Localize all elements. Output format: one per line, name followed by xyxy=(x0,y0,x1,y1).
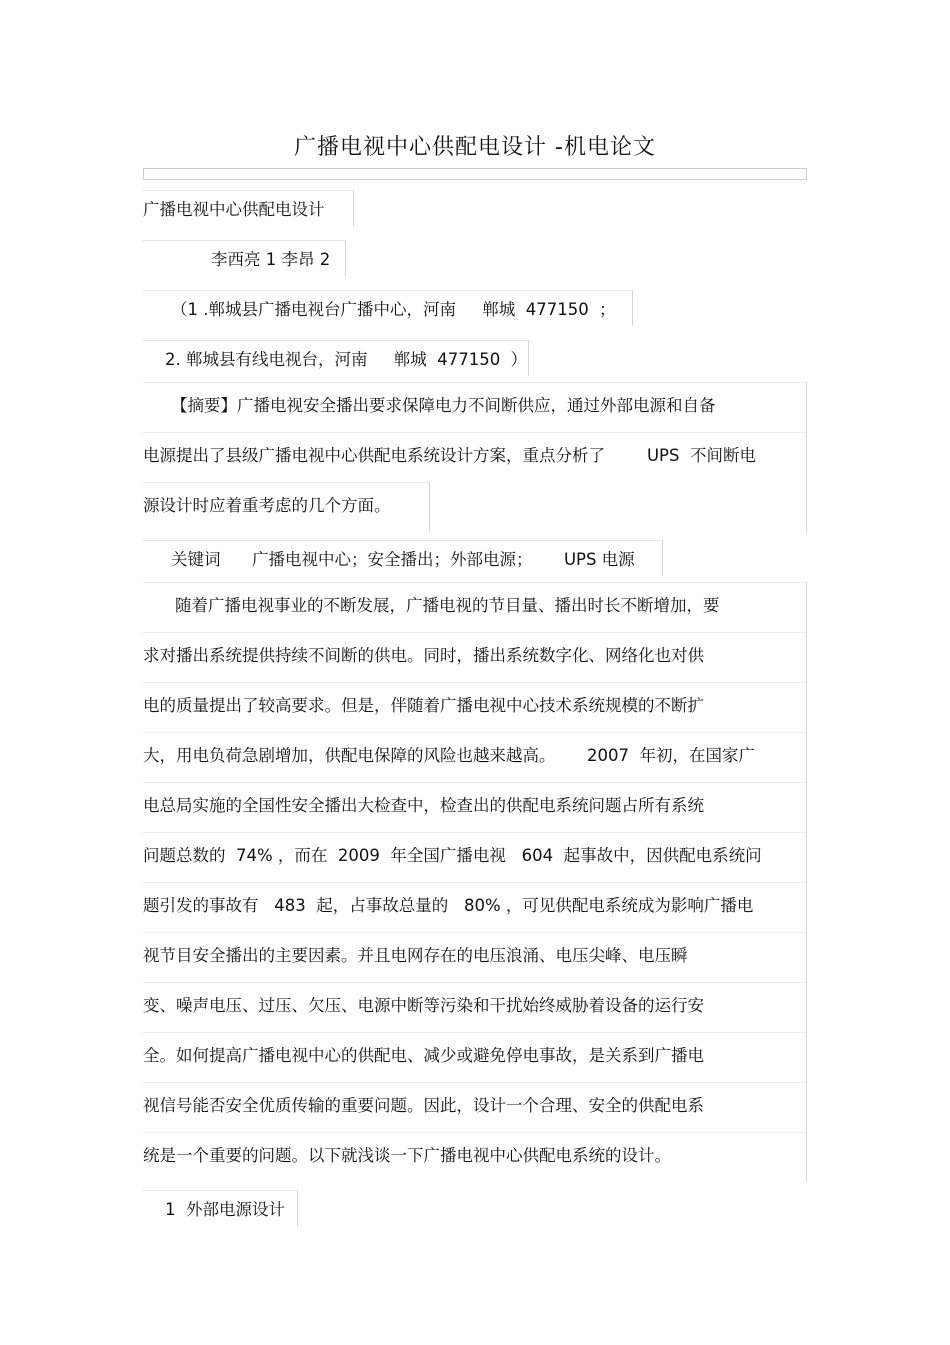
body-line: 视信号能否安全优质传输的重要问题。因此，设计一个合理、安全的供配电系 xyxy=(143,1082,806,1132)
paper-subtitle: 广播电视中心供配电设计 xyxy=(143,190,354,226)
abstract-block xyxy=(143,382,807,532)
body-line: 全。如何提高广播电视中心的供配电、减少或避免停电事故，是关系到广播电 xyxy=(143,1032,806,1082)
title-rule xyxy=(143,168,807,180)
body-line: 求对播出系统提供持续不间断的供电。同时，播出系统数字化、网络化也对供 xyxy=(143,632,806,682)
body-line: 统是一个重要的问题。以下就浅谈一下广播电视中心供配电系统的设计。 xyxy=(143,1132,806,1182)
body-text xyxy=(143,582,807,1182)
body-line: 题引发的事故有 483 起，占事故总量的 80% ，可见供配电系统成为影响广播电 xyxy=(143,882,806,932)
keywords-line: 关键词 广播电视中心；安全播出；外部电源； UPS 电源 xyxy=(143,540,663,576)
body-line: 问题总数的 74% ，而在 2009 年全国广播电视 604 起事故中，因供配电系统问 xyxy=(143,832,806,882)
body-line: 大，用电负荷急剧增加，供配电保障的风险也越来越高。 2007 年初，在国家广 xyxy=(143,732,806,782)
author-line: 李西亮 1 李昂 2 xyxy=(143,240,346,276)
body-line: 电总局实施的全国性安全播出大检查中，检查出的供配电系统问题占所有系统 xyxy=(143,782,806,832)
body-line: 视节目安全播出的主要因素。并且电网存在的电压浪涌、电压尖峰、电压瞬 xyxy=(143,932,806,982)
body-line: 随着广播电视事业的不断发展，广播电视的节目量、播出时长不断增加，要 xyxy=(143,582,806,632)
abstract-line: 源设计时应着重考虑的几个方面。 xyxy=(143,482,430,532)
affiliation-line-1: （1 .郸城县广播电视台广播中心，河南 郸城 477150 ； xyxy=(143,290,633,326)
abstract-line: 电源提出了县级广播电视中心供配电系统设计方案，重点分析了 UPS 不间断电 xyxy=(143,432,806,482)
section-heading: 1 外部电源设计 xyxy=(143,1190,298,1226)
document-title: 广播电视中心供配电设计 -机电论文 xyxy=(294,135,656,160)
body-line: 变、噪声电压、过压、欠压、电源中断等污染和干扰始终威胁着设备的运行安 xyxy=(143,982,806,1032)
affiliation-line-2: 2. 郸城县有线电视台，河南 郸城 477150 ） xyxy=(143,340,529,376)
body-line: 电的质量提出了较高要求。但是，伴随着广播电视中心技术系统规模的不断扩 xyxy=(143,682,806,732)
abstract-line: 【摘要】广播电视安全播出要求保障电力不间断供应，通过外部电源和自备 xyxy=(143,382,806,432)
